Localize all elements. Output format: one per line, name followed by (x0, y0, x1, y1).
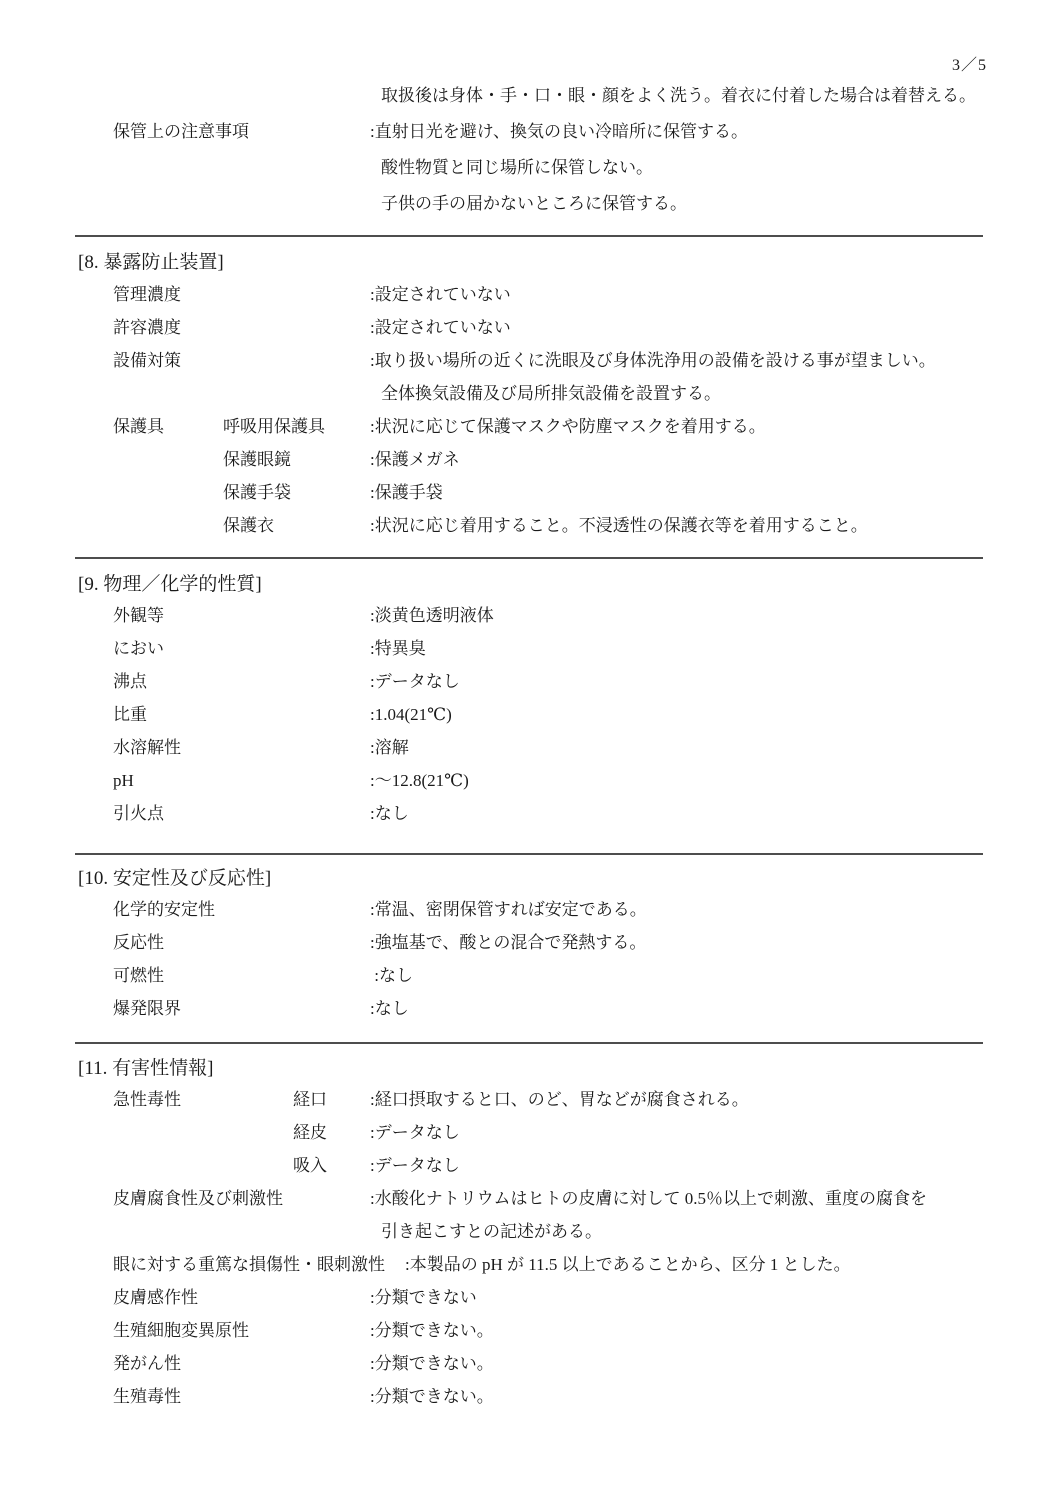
row-value: :状況に応じ着用すること。不浸透性の保護衣等を着用すること。 (370, 516, 868, 535)
text-row (0, 1222, 1061, 1255)
text-row (0, 122, 1061, 158)
text-row (0, 194, 1061, 230)
section-title: [9. 物理／化学的性質] (78, 574, 262, 595)
section-divider (75, 1042, 983, 1044)
row-sublabel: 吸入 (293, 1156, 327, 1175)
row-value: :分類できない。 (370, 1321, 494, 1340)
row-value: :淡黄色透明液体 (370, 606, 494, 625)
row-label: におい (113, 639, 164, 658)
text-row (0, 933, 1061, 966)
text-row (0, 804, 1061, 837)
row-value: :～12.8(21℃) (370, 771, 469, 790)
text-row (0, 417, 1061, 450)
text-row (0, 1288, 1061, 1321)
row-label: 可燃性 (113, 966, 164, 985)
text-row (0, 1387, 1061, 1420)
row-value: :常温、密閉保管すれば安定である。 (370, 900, 647, 919)
text-row (0, 771, 1061, 804)
row-label: 保護具 (113, 417, 164, 436)
row-value: :設定されていない (370, 318, 511, 337)
row-value: :分類できない。 (370, 1387, 494, 1406)
row-label: 皮膚腐食性及び刺激性 (113, 1189, 283, 1208)
row-value: :本製品の pH が 11.5 以上であることから、区分 1 とした。 (405, 1255, 851, 1274)
row-label: 皮膚感作性 (113, 1288, 198, 1307)
text-row (0, 318, 1061, 351)
row-value: :保護手袋 (370, 483, 443, 502)
row-value: :設定されていない (370, 285, 511, 304)
text-row (0, 738, 1061, 771)
row-value: :状況に応じて保護マスクや防塵マスクを着用する。 (370, 417, 766, 436)
row-value: 子供の手の届かないところに保管する。 (381, 194, 687, 213)
row-sublabel: 保護手袋 (223, 483, 291, 502)
row-value: :強塩基で、酸との混合で発熱する。 (370, 933, 647, 952)
section-divider (75, 557, 983, 559)
row-sublabel: 呼吸用保護具 (223, 417, 325, 436)
row-label: 生殖毒性 (113, 1387, 181, 1406)
section-divider (75, 853, 983, 855)
section-title: [8. 暴露防止装置] (78, 252, 224, 273)
row-value: :データなし (370, 1123, 460, 1142)
row-value: :分類できない。 (370, 1354, 494, 1373)
text-row (0, 1255, 1061, 1288)
text-row (0, 1189, 1061, 1222)
text-row (0, 1123, 1061, 1156)
row-label: 反応性 (113, 933, 164, 952)
row-label: 化学的安定性 (113, 900, 215, 919)
row-value: :データなし (370, 1156, 460, 1175)
row-value: :1.04(21℃) (370, 705, 452, 724)
row-value: 酸性物質と同じ場所に保管しない。 (381, 158, 653, 177)
row-label: 沸点 (113, 672, 147, 691)
row-value: 全体換気設備及び局所排気設備を設置する。 (381, 384, 721, 403)
row-sublabel: 経口 (293, 1090, 327, 1109)
row-label: 生殖細胞変異原性 (113, 1321, 249, 1340)
text-row (0, 639, 1061, 672)
text-row (0, 672, 1061, 705)
row-value: :保護メガネ (370, 450, 460, 469)
row-label: pH (113, 771, 134, 790)
text-row (0, 999, 1061, 1032)
text-row (0, 86, 1061, 122)
row-value: 引き起こすとの記述がある。 (381, 1222, 602, 1241)
page-number: 3／5 (952, 57, 988, 74)
row-label: 比重 (113, 705, 147, 724)
section-title: [11. 有害性情報] (78, 1058, 214, 1079)
row-label: 引火点 (113, 804, 164, 823)
text-row (0, 1354, 1061, 1387)
text-row (0, 285, 1061, 318)
row-value: :分類できない (370, 1288, 477, 1307)
text-row (0, 483, 1061, 516)
row-value: :特異臭 (370, 639, 426, 658)
section-title: [10. 安定性及び反応性] (78, 868, 272, 889)
row-value: :経口摂取すると口、のど、胃などが腐食される。 (370, 1090, 749, 1109)
row-label: 発がん性 (113, 1354, 181, 1373)
row-value: :なし (370, 804, 409, 823)
row-label: 水溶解性 (113, 738, 181, 757)
text-row (0, 516, 1061, 549)
row-label: 爆発限界 (113, 999, 181, 1018)
row-value: :なし (370, 966, 413, 985)
text-row (0, 900, 1061, 933)
row-label: 外観等 (113, 606, 164, 625)
text-row (0, 606, 1061, 639)
text-row (0, 384, 1061, 417)
section-divider (75, 235, 983, 237)
text-row (0, 966, 1061, 999)
text-row (0, 705, 1061, 738)
text-row (0, 351, 1061, 384)
row-value: :水酸化ナトリウムはヒトの皮膚に対して 0.5％以上で刺激、重度の腐食を (370, 1189, 928, 1208)
text-row (0, 450, 1061, 483)
text-row (0, 1090, 1061, 1123)
row-label: 保管上の注意事項 (113, 122, 249, 141)
row-sublabel: 保護衣 (223, 516, 274, 535)
row-sublabel: 経皮 (293, 1123, 327, 1142)
row-value: :データなし (370, 672, 460, 691)
row-label: 許容濃度 (113, 318, 181, 337)
row-label: 急性毒性 (113, 1090, 181, 1109)
row-label: 眼に対する重篤な損傷性・眼刺激性 (113, 1255, 385, 1274)
row-value: :なし (370, 999, 409, 1018)
row-value: :直射日光を避け、換気の良い冷暗所に保管する。 (370, 122, 749, 141)
row-sublabel: 保護眼鏡 (223, 450, 291, 469)
row-label: 管理濃度 (113, 285, 181, 304)
text-row (0, 1156, 1061, 1189)
row-label: 設備対策 (113, 351, 181, 370)
row-value: 取扱後は身体・手・口・眼・顔をよく洗う。着衣に付着した場合は着替える。 (381, 86, 976, 105)
row-value: :溶解 (370, 738, 409, 757)
text-row (0, 158, 1061, 194)
text-row (0, 1321, 1061, 1354)
row-value: :取り扱い場所の近くに洗眼及び身体洗浄用の設備を設ける事が望ましい。 (370, 351, 936, 370)
